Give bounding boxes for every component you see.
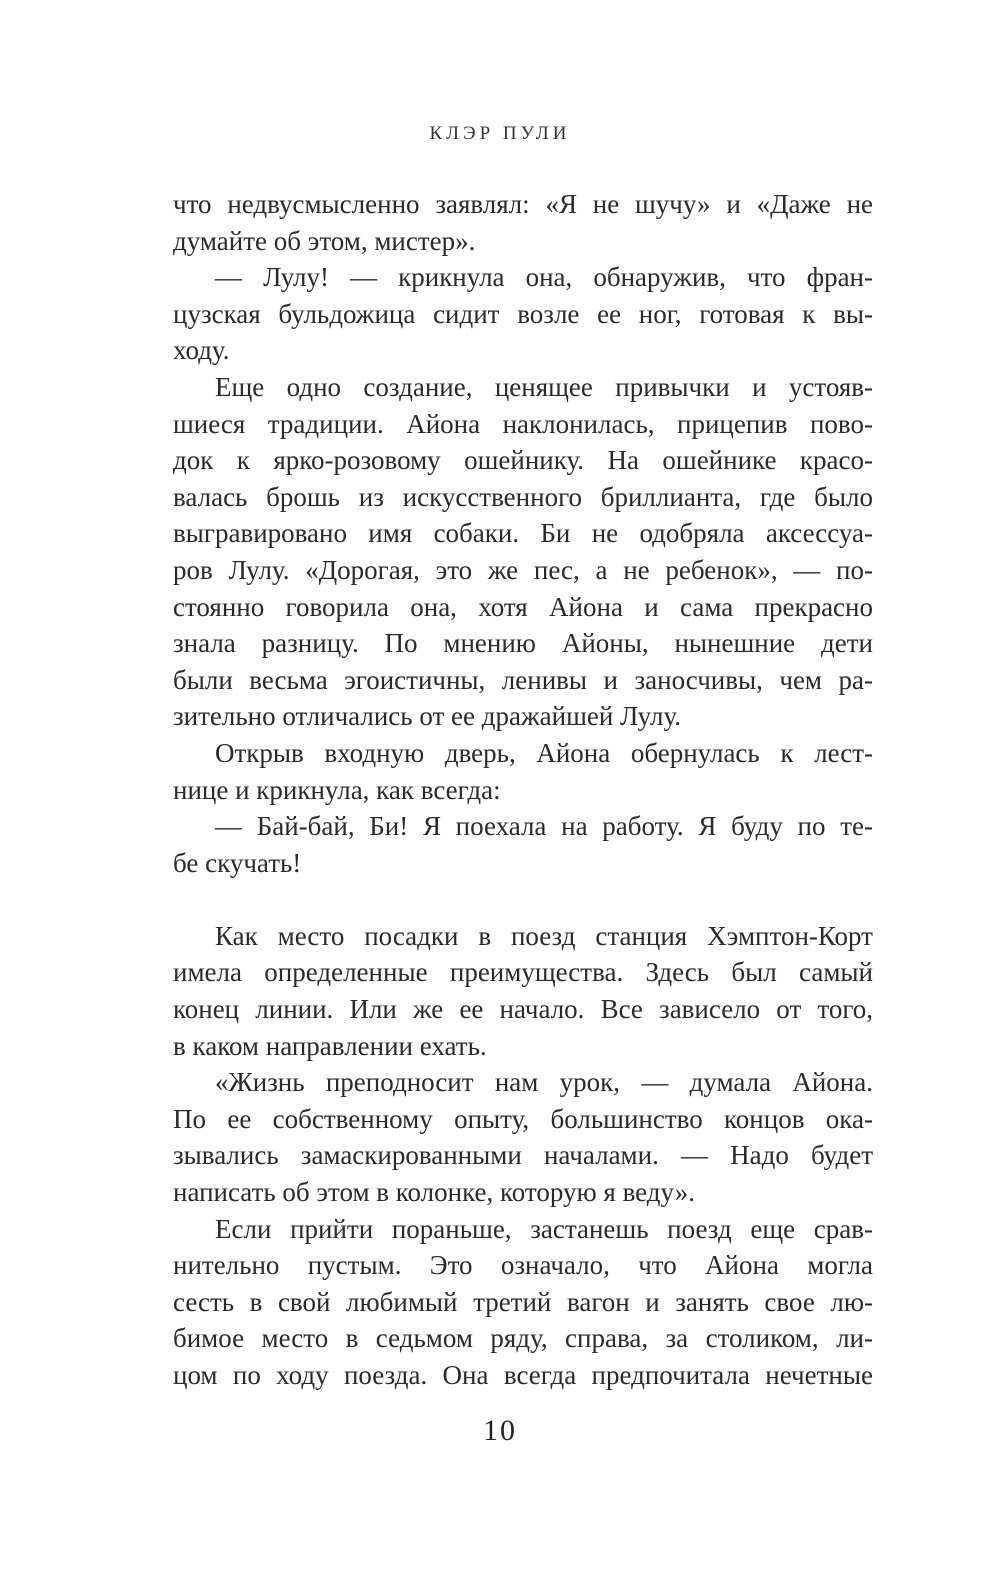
text-line: Еще одно создание, ценящее привычки и устояв- xyxy=(215,371,873,402)
text-line: нице и крикнула, как всегда: xyxy=(173,774,501,805)
text-line: что недвусмысленно заявлял: «Я не шучу» и «Даже не xyxy=(173,189,873,219)
text-line: были весьма эгоистичны, ленивы и заносчивы, чем ра- xyxy=(173,664,873,695)
text-line: сесть в свой любимый третий вагон и занять свое лю- xyxy=(173,1286,873,1317)
text-line: цузская бульдожица сидит возле ее ног, готовая к вы- xyxy=(173,298,873,329)
text-line: Если прийти пораньше, застанешь поезд еще срав- xyxy=(215,1213,873,1244)
text-line: конец линии. Или же ее начало. Все зависело от того, xyxy=(173,994,873,1025)
text-line: нительно пустым. Это означало, что Айона могла xyxy=(173,1250,873,1281)
text-line: написать об этом в колонке, которую я веду». xyxy=(173,1177,695,1208)
text-line: думайте об этом, мистер». xyxy=(173,225,476,256)
text-line: выгравировано имя собаки. Би не одобряла аксессуа- xyxy=(173,518,873,549)
text-line: зывались замаскированными началами. — Надо будет xyxy=(173,1140,873,1171)
running-head: КЛЭР ПУЛИ xyxy=(429,123,571,144)
text-line: зительно отличались от ее дражайшей Лулу. xyxy=(173,701,682,732)
text-line: бимое место в седьмом ряду, справа, за столиком, ли- xyxy=(173,1323,873,1354)
text-line: имела определенные преимущества. Здесь был самый xyxy=(173,957,873,988)
text-line: в каком направлении ехать. xyxy=(173,1030,487,1061)
body-text xyxy=(173,186,873,1394)
text-line: — Бай-бай, Би! Я поехала на работу. Я буду по те- xyxy=(215,811,873,842)
text-line: шиеся традиции. Айона наклонилась, прицепив пово- xyxy=(173,408,873,439)
text-line: бе скучать! xyxy=(173,847,302,878)
section-break xyxy=(173,881,873,918)
page-number: 10 xyxy=(483,1414,517,1447)
text-line: «Жизнь преподносит нам урок, — думала Айона. xyxy=(215,1067,873,1098)
text-line: цом по ходу поезда. Она всегда предпочитала нечетные xyxy=(173,1360,873,1390)
text-line: стоянно говорила она, хотя Айона и сама прекрасно xyxy=(173,591,873,622)
text-line: По ее собственному опыту, большинство концов ока- xyxy=(173,1103,873,1134)
text-line: знала разницу. По мнению Айоны, нынешние дети xyxy=(173,628,873,659)
text-line: валась брошь из искусственного бриллианта, где было xyxy=(173,481,873,512)
text-line: — Лулу! — крикнула она, обнаружив, что фран- xyxy=(215,262,873,293)
text-line: ров Лулу. «Дорогая, это же пес, а не ребенок», — по- xyxy=(173,554,873,585)
text-line: ходу. xyxy=(173,335,230,366)
text-line: док к ярко-розовому ошейнику. На ошейнике красо- xyxy=(173,445,873,476)
text-line: Открыв входную дверь, Айона обернулась к лест- xyxy=(215,737,873,768)
text-line: Как место посадки в поезд станция Хэмптон-Корт xyxy=(215,920,873,951)
